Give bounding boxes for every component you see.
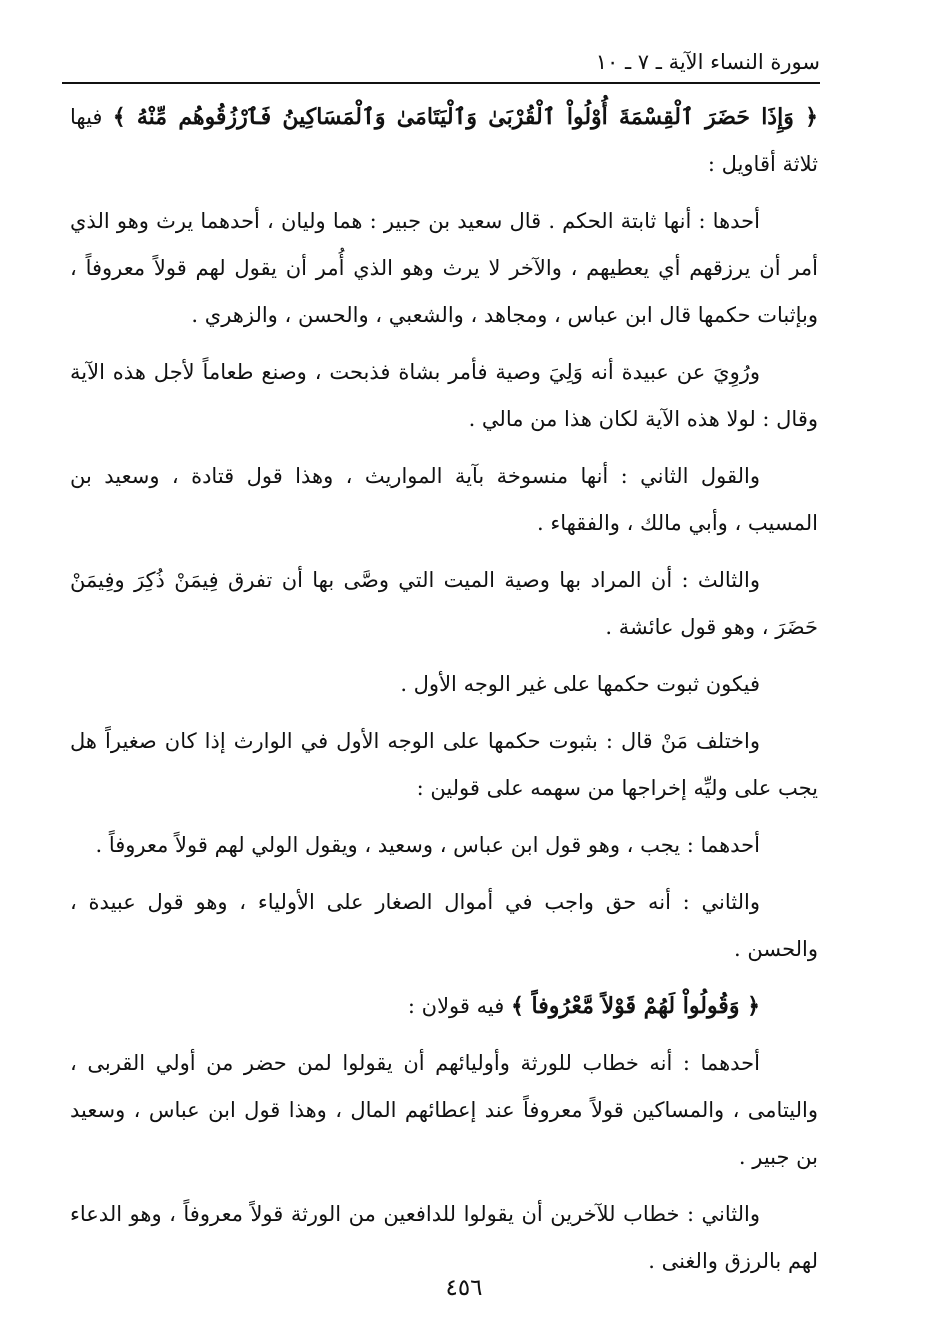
paragraph: واختلف مَنْ قال : بثبوت حكمها على الوجه الأول في الوارث إذا كان صغيراً هل يجب على وليِّه إخراجها من سهمه على قولين :: [70, 729, 818, 800]
paragraph: والثاني : أنه حق واجب في أموال الصغار على الأولياء ، وهو قول عبيدة ، والحسن .: [70, 890, 818, 961]
paragraph: والثاني : خطاب للآخرين أن يقولوا للدافعين من الورثة قولاً معروفاً ، وهو الدعاء لهم بالرزق والغنى .: [70, 1202, 818, 1273]
paragraph: أحدها : أنها ثابتة الحكم . قال سعيد بن جبير : هما وليان ، أحدهما يرث وهو الذي أمر أن يرزقهم أي يعطيهم ، والآخر لا يرث وهو الذي أُمر أن يقول لهم قولاً معروفاً ، وبإثبات حكمها قال ابن عباس ، ومجاهد ، والشعبي ، والحسن ، والزهري .: [70, 209, 818, 327]
paragraph: والثالث : أن المراد بها وصية الميت التي وصَّى بها أن تفرق فِيمَنْ ذُكِرَ وفِيمَنْ حَضَرَ ، وهو قول عائشة .: [70, 568, 818, 639]
paragraph: فيكون ثبوت حكمها على غير الوجه الأول .: [400, 672, 760, 696]
page-body: [70, 94, 818, 1295]
running-header: [62, 44, 820, 80]
paragraph: ورُوِيَ عن عبيدة أنه وَلِيَ وصية فأمر بشاة فذبحت ، وصنع طعاماً لأجل هذه الآية وقال : لولا هذه الآية لكان هذا من مالي .: [70, 360, 818, 431]
verse-paragraph-1: [70, 94, 818, 188]
verse-paragraph-2: [70, 983, 818, 1030]
quran-verse-1: ﴿ وَإِذَا حَضَرَ ٱلْقِسْمَةَ أُوْلُواْ ٱلْقُرْبَىٰ وَٱلْيَتَامَىٰ وَٱلْمَسَاكِينُ فَٱرْزُقُوهُم مِّنْهُ ﴾: [112, 104, 818, 130]
paragraph: أحدهما : يجب ، وهو قول ابن عباس ، وسعيد ، ويقول الولي لهم قولاً معروفاً .: [95, 833, 760, 857]
paragraph: أحدهما : أنه خطاب للورثة وأوليائهم أن يقولوا لمن حضر من أولي القربى ، واليتامى ، والمساكين قولاً معروفاً عند إعطائهم المال ، وهذا قول ابن عباس ، وسعيد بن جبير .: [70, 1051, 818, 1169]
header-rule: [62, 82, 820, 84]
paragraph: والقول الثاني : أنها منسوخة بآية المواريث ، وهذا قول قتادة ، وسعيد بن المسيب ، وأبي مالك ، والفقهاء .: [70, 464, 818, 535]
page-number: ٤٥٦: [445, 1275, 483, 1301]
verse-1-intro: فيها ثلاثة أقاويل :: [70, 105, 818, 176]
running-title: سورة النساء الآية ـ ٧ ـ ١٠: [595, 50, 820, 74]
quran-verse-2: ﴿ وَقُولُواْ لَهُمْ قَوْلاً مَّعْرُوفاً ﴾: [510, 993, 760, 1019]
verse-2-intro: فيه قولان :: [407, 994, 511, 1018]
